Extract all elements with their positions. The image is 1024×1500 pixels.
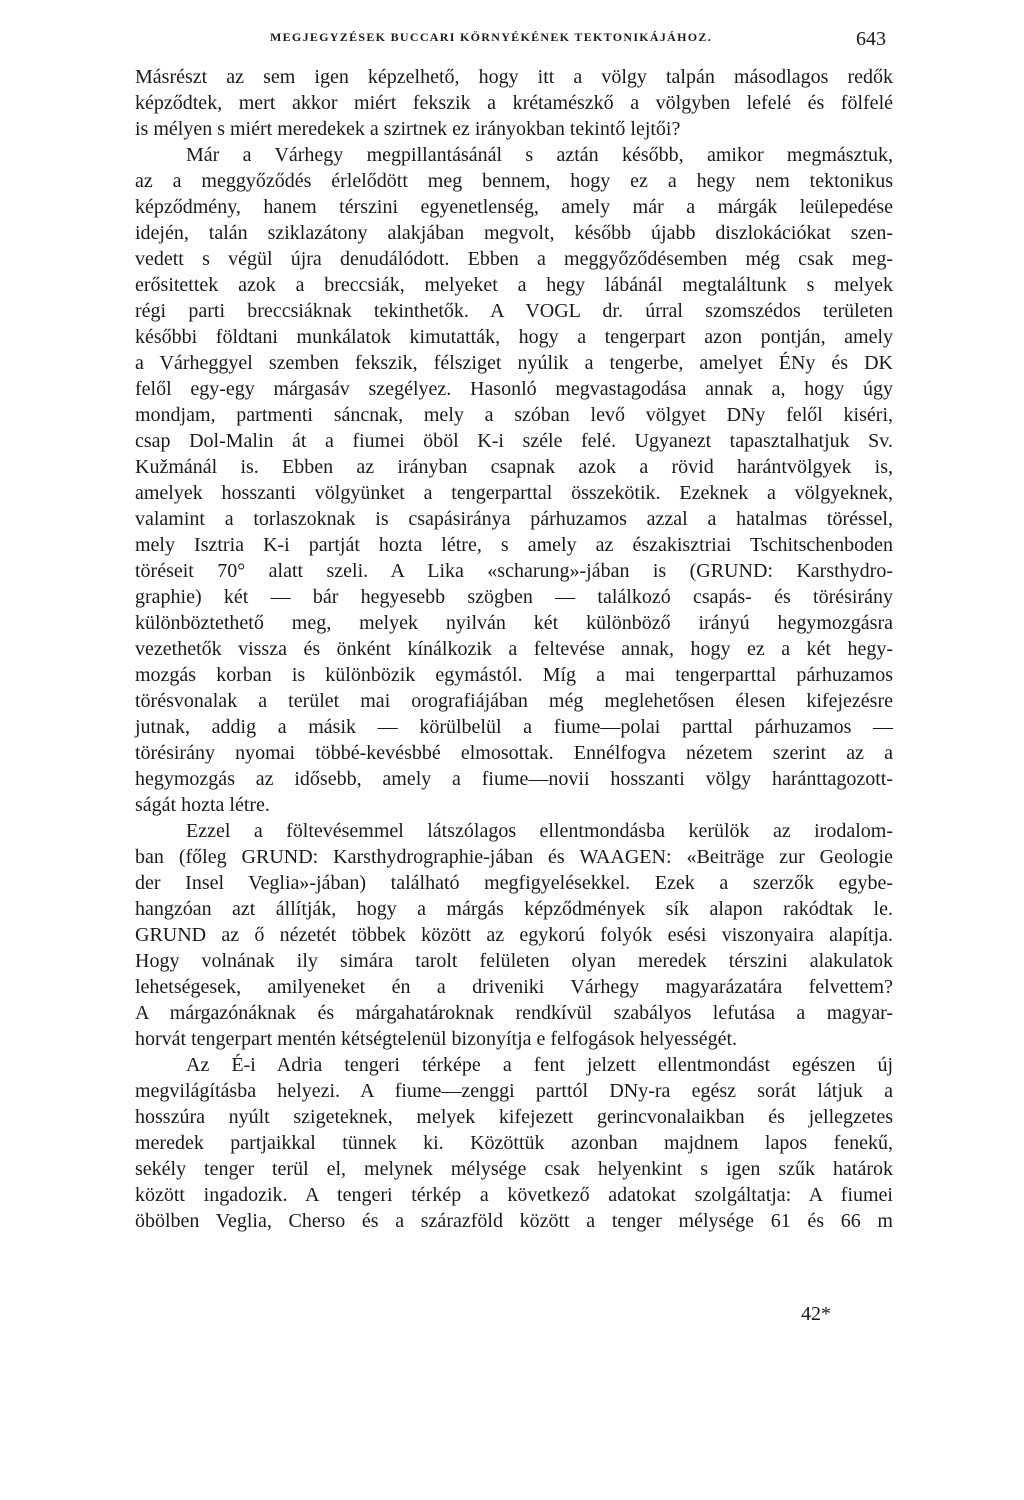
text-line: lehetségesek, amilyeneket én a driveniki Várhegy magyarázatára felvettem?: [135, 976, 893, 998]
text-line: Másrészt az sem igen képzelhető, hogy itt a völgy talpán másodlagos redők: [135, 66, 893, 88]
text-line: Kužmánál is. Ebben az irányban csapnak azok a rövid harántvölgyek is,: [135, 456, 893, 478]
text-line: ban (főleg GRUND: Karsthydrographie-jában és WAAGEN: «Beiträge zur Geologie: [135, 846, 893, 868]
text-line: törésvonalak a terület mai orografiájában még meglehetősen élesen kifejezésre: [135, 690, 893, 712]
text-line: vezethetők vissza és önként kínálkozik a feltevése annak, hogy ez a két hegy-: [135, 638, 893, 660]
text-line: öbölben Veglia, Cherso és a szárazföld között a tenger mélysége 61 és 66 m: [135, 1210, 893, 1232]
text-line: GRUND az ő nézetét többek között az egykorú folyók esési viszonyaira alapítja.: [135, 924, 893, 946]
paragraph-start-line: Az É-i Adria tengeri térképe a fent jelzett ellentmondást egészen új: [186, 1054, 893, 1076]
text-line: képződtek, mert akkor miért fekszik a krétamészkő a völgyben lefelé és fölfelé: [135, 92, 893, 114]
paragraph-start-line: Ezzel a föltevésemmel látszólagos ellentmondásba kerülök az irodalom-: [186, 820, 893, 842]
text-line: meredek partjaikkal tünnek ki. Közöttük azonban majdnem lapos fenekű,: [135, 1132, 893, 1154]
text-line: a Várheggyel szemben fekszik, félsziget nyúlik a tengerbe, amelyet ÉNy és DK: [135, 352, 893, 374]
text-line: A márgazónáknak és márgahatároknak rendkívül szabályos lefutása a magyar-: [135, 1002, 893, 1024]
paragraph-start-line: Már a Várhegy megpillantásánál s aztán később, amikor megmásztuk,: [186, 144, 893, 166]
text-line: régi parti breccsiáknak tekinthetők. A VOGL dr. úrral szomszédos területen: [135, 300, 893, 322]
text-line: is mélyen s miért meredekek a szirtnek ez irányokban tekintő lejtői?: [135, 118, 681, 140]
text-line: különböztethető meg, melyek nyilván két különböző irányú hegymozgásra: [135, 612, 893, 634]
text-line: megvilágításba helyezi. A fiume—zenggi parttól DNy-ra egész sorát látjuk a: [135, 1080, 893, 1102]
text-line: hegymozgás az idősebb, amely a fiume—novii hosszanti völgy haránttagozott-: [135, 768, 893, 790]
running-title: MEGJEGYZÉSEK BUCCARI KÖRNYÉKÉNEK TEKTONIKÁJÁHOZ.: [270, 30, 713, 44]
text-line: törésirány nyomai többé-kevésbbé elmosottak. Ennélfogva nézetem szerint az a: [135, 742, 893, 764]
text-line: Hogy volnának ily simára tarolt felületen olyan meredek térszini alakulatok: [135, 950, 893, 972]
text-line: későbbi földtani munkálatok kimutatták, hogy a tengerpart azon pontján, amely: [135, 326, 893, 348]
text-line: között ingadozik. A tengeri térkép a következő adatokat szolgáltatja: A fiumei: [135, 1184, 893, 1206]
text-line: hosszúra nyúlt szigeteknek, melyek kifejezett gerincvonalaikban és jellegzetes: [135, 1106, 893, 1128]
text-line: csap Dol-Malin át a fiumei öböl K-i széle felé. Ugyanezt tapasztalhatjuk Sv.: [135, 430, 893, 452]
text-line: az a meggyőződés érlelődött meg bennem, hogy ez a hegy nem tektonikus: [135, 170, 893, 192]
text-line: idején, talán sziklazátony alakjában megvolt, később újabb diszlokációkat szen-: [135, 222, 893, 244]
text-line: horvát tengerpart mentén kétségtelenül bizonyítja e felfogások helyességét.: [135, 1028, 738, 1050]
signature-mark: 42*: [801, 1303, 831, 1325]
text-line: vedett s végül újra denudálódott. Ebben a meggyőződésemben még csak meg-: [135, 248, 893, 270]
text-line: jutnak, addig a másik — körülbelül a fiume—polai parttal párhuzamos —: [135, 716, 893, 738]
text-line: mozgás korban is különbözik egymástól. Míg a mai tengerparttal párhuzamos: [135, 664, 893, 686]
text-line: képződmény, hanem térszini egyenetlenség, amely már a márgák leülepedése: [135, 196, 893, 218]
page-number: 643: [856, 28, 886, 50]
text-line: ságát hozta létre.: [135, 794, 270, 816]
text-line: graphie) két — bár hegyesebb szögben — találkozó csapás- és törésirány: [135, 586, 893, 608]
text-line: sekély tenger terül el, melynek mélysége csak helyenkint s igen szűk határok: [135, 1158, 893, 1180]
text-line: amelyek hosszanti völgyünket a tengerparttal összekötik. Ezeknek a völgyeknek,: [135, 482, 893, 504]
text-line: felől egy-egy márgasáv szegélyez. Hasonló megvastagodása annak a, hogy úgy: [135, 378, 893, 400]
text-line: der Insel Veglia»-jában) található megfigyelésekkel. Ezek a szerzők egybe-: [135, 872, 893, 894]
text-line: erősitettek azok a breccsiák, melyeket a hegy lábánál megtaláltunk s melyek: [135, 274, 893, 296]
text-line: valamint a torlaszoknak is csapásiránya párhuzamos azzal a hatalmas töréssel,: [135, 508, 893, 530]
text-line: mely Isztria K-i partját hozta létre, s amely az északisztriai Tschitschenboden: [135, 534, 893, 556]
text-line: töréseit 70° alatt szeli. A Lika «scharung»-jában is (GRUND: Karsthydro-: [135, 560, 893, 582]
text-line: mondjam, partmenti sáncnak, mely a szóban levő völgyet DNy felől kiséri,: [135, 404, 893, 426]
text-line: hangzóan azt állítják, hogy a márgás képződmények sík alapon rakódtak le.: [135, 898, 893, 920]
